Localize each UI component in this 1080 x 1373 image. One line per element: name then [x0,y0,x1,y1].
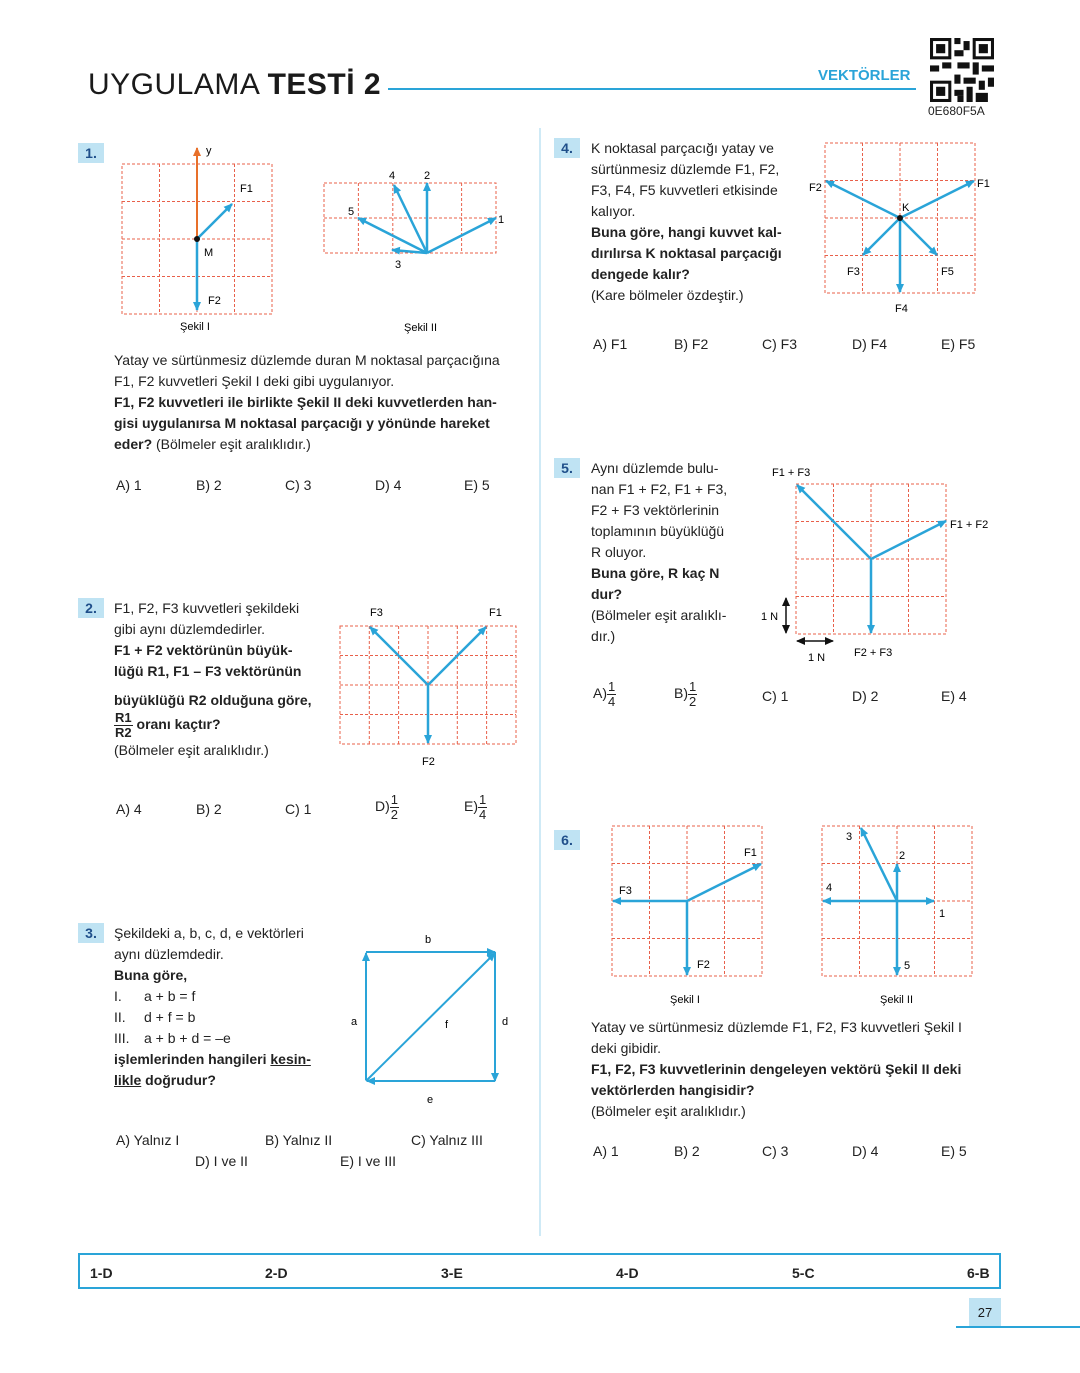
column-divider [539,128,541,1236]
figure-caption: Şekil I [180,321,210,333]
option-c[interactable]: C) 1 [285,801,312,817]
svg-text:F2: F2 [697,959,710,971]
m-label: M [204,247,214,259]
q1-figure-1 [118,140,278,340]
option-c[interactable]: C) Yalnız III [411,1132,483,1148]
option-e[interactable]: E) 4 [941,688,967,704]
figure-caption: Şekil I [670,994,700,1006]
svg-text:5: 5 [904,960,911,972]
svg-text:F3: F3 [370,607,383,619]
svg-text:F1: F1 [977,178,990,190]
qr-code-icon[interactable] [930,38,994,102]
svg-text:b: b [425,934,432,946]
question-text: Yatay ve sürtünmesiz düzlemde F1, F2, F3 kuvvetleri Şekil I deki gibidir. F1, F2, F3 kuvvetlerinin dengeleyen vektörü Şekil II deki vektörlerden hangisidir? (Bölmeler eşit aralıklıdır.) [591,1019,962,1119]
topic-label: VEKTÖRLER [818,67,911,84]
option-b[interactable]: B) $\frac{1}{2}$ [674,679,697,709]
q1-figure-2 [320,165,520,335]
svg-text:F1: F1 [744,847,757,859]
option-a[interactable]: A) 1 [593,1143,619,1159]
option-e[interactable]: E) F5 [941,336,976,352]
svg-text:4: 4 [389,170,396,182]
svg-text:F3: F3 [847,266,860,278]
answer-key-item: 4-D [616,1265,639,1281]
question-text: Aynı düzlemde bulu- nan F1 + F2, F1 + F3, F2 + F3 vektörlerinin toplamının büyüklüğü R oluyor. Buna göre, R kaç N dur? (Bölmeler eşit aralıklı- dır.) [591,460,728,644]
q3-figure [345,925,525,1110]
option-d[interactable]: D) $\frac{1}{2}$ [375,792,399,822]
question-number: 2. [78,598,104,618]
answer-key-item: 3-E [441,1265,463,1281]
answer-key-item: 1-D [90,1265,113,1281]
svg-text:K: K [902,202,910,214]
question-number: 4. [554,138,580,158]
svg-text:F1 + F2: F1 + F2 [950,519,989,531]
option-d[interactable]: D) I ve II [195,1153,248,1169]
page-number: 27 [969,1298,1001,1328]
answer-key-item: 5-C [792,1265,815,1281]
figure-caption: Şekil II [404,322,438,334]
option-a[interactable]: A) F1 [593,336,628,352]
header-rule [388,88,916,90]
svg-text:1: 1 [939,908,946,920]
svg-text:F5: F5 [941,266,954,278]
svg-text:1: 1 [498,214,505,226]
svg-text:4: 4 [826,882,833,894]
question-text: Yatay ve sürtünmesiz düzlemde duran M noktasal parçacığına F1, F2 kuvvetleri Şekil I deki gibi uygulanıyor. F1, F2 kuvvetleri ile birlikte Şekil II deki kuvvetlerden han- gisi uygulanırsa M noktasal parçacığı y yönünde hareket eder? (Bölmeler eşit aralıklıdır.) [114,352,500,452]
option-b[interactable]: B) 2 [196,477,222,493]
option-d[interactable]: D) 4 [852,1143,879,1159]
svg-text:d: d [502,1016,509,1028]
option-c[interactable]: C) F3 [762,336,797,352]
option-a[interactable]: A) $\frac{1}{4}$ [593,679,616,709]
option-c[interactable]: C) 3 [285,477,312,493]
option-e[interactable]: E) I ve III [340,1153,397,1169]
answer-key-box [78,1253,1001,1289]
question-number: 3. [78,923,104,943]
option-e[interactable]: E) $\frac{1}{4}$ [464,792,487,822]
f1-label: F1 [240,183,253,195]
option-d[interactable]: D) 4 [375,477,402,493]
svg-text:F3: F3 [619,885,632,897]
y-axis-label: y [206,145,212,157]
figure-caption: Şekil II [880,994,914,1006]
option-b[interactable]: B) 2 [674,1143,700,1159]
q5-figure [758,460,998,670]
option-d[interactable]: D) 2 [852,688,879,704]
svg-text:3: 3 [846,831,853,843]
svg-text:1 N: 1 N [761,611,779,623]
option-e[interactable]: E) 5 [941,1143,967,1159]
question-number: 6. [554,830,580,850]
svg-text:e: e [427,1094,434,1106]
qr-code-id: 0E680F5A [928,104,985,118]
option-d[interactable]: D) F4 [852,336,887,352]
q6-figure-1 [605,822,780,1012]
svg-text:F1: F1 [489,607,502,619]
page-title: UYGULAMA TESTİ 2 [88,68,382,101]
option-c[interactable]: C) 3 [762,1143,789,1159]
question-text: Şekildeki a, b, c, d, e vektörleri aynı düzlemdedir. Buna göre, I. a + b = f II. d + f = b III. a + b + d = –e işlemlerinden hangileri kesin- likle doğrudur? [114,925,311,1088]
svg-text:1 N: 1 N [808,652,826,664]
svg-text:5: 5 [348,206,355,218]
question-text: K noktasal parçacığı yatay ve sürtünmesiz düzlemde F1, F2, F3, F4, F5 kuvvetleri etkisinde kalıyor. Buna göre, hangi kuvvet kal- dırılırsa K noktasal parçacığı dengede kalır? (Kare bölmeler özdeştir.) [591,140,782,303]
svg-text:3: 3 [395,259,402,271]
svg-text:F2: F2 [809,182,822,194]
f2-label: F2 [208,295,221,307]
svg-text:2: 2 [424,170,431,182]
option-e[interactable]: E) 5 [464,477,490,493]
svg-text:f: f [445,1019,449,1031]
option-b[interactable]: B) 2 [196,801,222,817]
option-a[interactable]: A) Yalnız I [116,1132,180,1148]
svg-text:2: 2 [899,850,906,862]
answer-key-item: 2-D [265,1265,288,1281]
svg-text:F4: F4 [895,303,908,315]
q2-figure [336,600,526,780]
svg-text:F2 + F3: F2 + F3 [854,647,893,659]
question-text: F1, F2, F3 kuvvetleri şekildeki gibi aynı düzlemdedirler. F1 + F2 vektörünün büyük- lüğü R1, F1 – F3 vektörünün büyüklüğü R2 olduğuna göre, $\frac{R1}{R2}$ oranı kaçtır? (Bölmeler eşit aralıklıdır.) [114,600,312,758]
svg-text:F2: F2 [422,756,435,768]
q4-figure [805,137,1000,322]
option-b[interactable]: B) F2 [674,336,709,352]
option-a[interactable]: A) 4 [116,801,142,817]
page-footer-rule [956,1326,1080,1328]
option-c[interactable]: C) 1 [762,688,789,704]
svg-text:F1 + F3: F1 + F3 [772,467,811,479]
answer-key-item: 6-B [967,1265,990,1281]
question-number: 1. [78,143,104,163]
q6-figure-2 [815,822,990,1012]
question-number: 5. [554,458,580,478]
option-b[interactable]: B) Yalnız II [265,1132,333,1148]
option-a[interactable]: A) 1 [116,477,142,493]
svg-text:a: a [351,1016,358,1028]
